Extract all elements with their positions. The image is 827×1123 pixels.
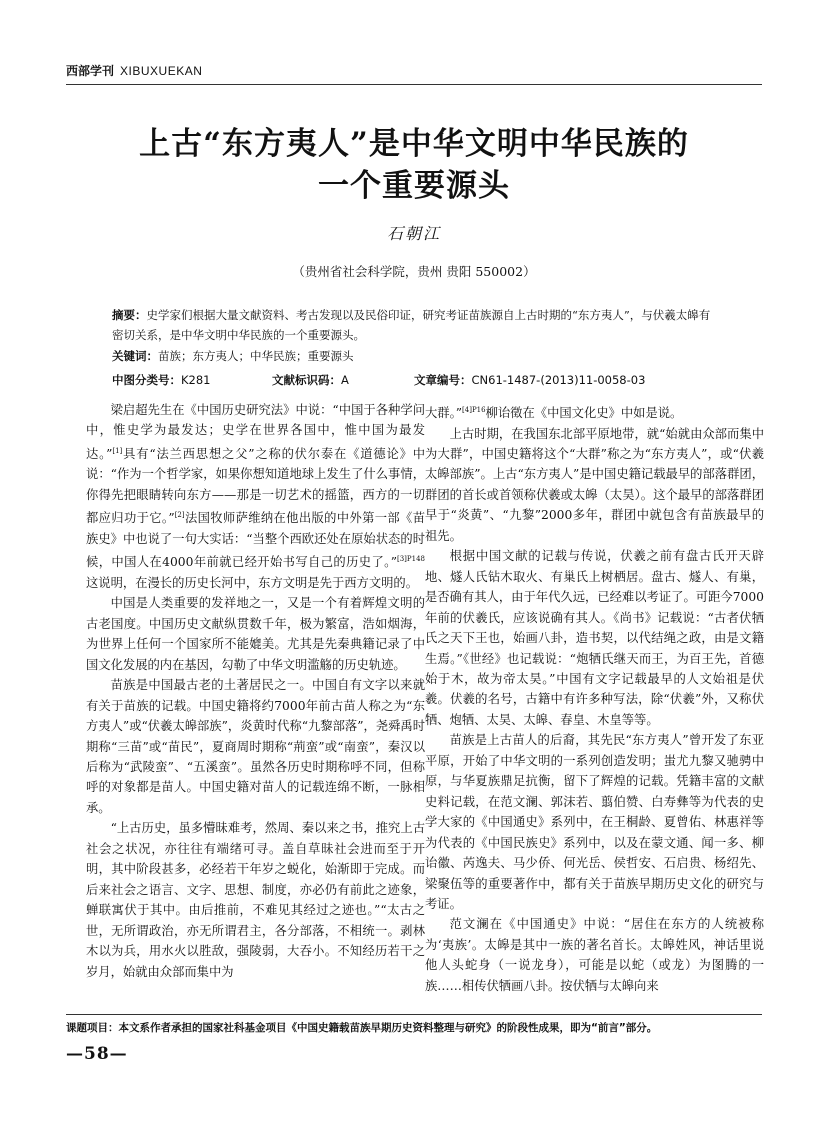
keywords [112, 348, 354, 364]
paragraph: 苗族是上古苗人的后裔，其先民“东方夷人”曾开发了东亚平原，开始了中华文明的一系列创造发明；蚩尤九黎又驰骋中原，与华夏族鼎足抗衡，留下了辉煌的记载。凭籍丰富的文献史料记载，在范文澜、郭沫若、翦伯赞、白寿彝等为代表的史学大家的《中国通史》系列中，在王桐龄、夏曾佑、林惠祥等为代表的《中国民族史》系列中，以及在蒙文通、闻一多、柳诒徽、芮逸夫、马少侨、何光岳、侯哲安、石启贵、杨绍先、梁聚伍等的重要著作中，都有关于苗族早期历史文化的研究与考证。 [425, 733, 764, 911]
page-number: —58— [66, 1044, 128, 1064]
funding-footnote: 课题项目：本文系作者承担的国家社科基金项目《中国史籍载苗族早期历史资料整理与研究》的阶段性成果，即为“前言”部分。 [66, 1022, 658, 1034]
article-title-line2: 一个重要源头 [318, 168, 510, 204]
article-number-label: 文章编号： [414, 373, 472, 387]
body-column-right [425, 400, 764, 996]
citation: [4]P16 [462, 406, 486, 414]
body-column-left [86, 400, 425, 982]
paragraph: 根据中国文献的记载与传说，伏羲之前有盘古氏开天辟地、燧人氏钻木取火、有巢氏上树栖居。盘古、燧人、有巢，是否确有其人，由于年代久远，已经难以考证了。可距今7000年前的伏羲氏，应该说确有其人。《尚书》记载说：“古者伏牺氏之天下王也，始画八卦，造书契，以代结绳之政，由是文籍生焉。”《世经》也记载说：“炮牺氏继天而王，为百王先，首德始于木，故为帝太昊。”中国有文字记载最早的人文始祖是伏羲。伏羲的名号，古籍中有许多种写法，除“伏羲”外，又称伏牺、炮牺、太昊、太皞、春皇、木皇等等。 [425, 549, 764, 727]
author: 石朝江 [386, 224, 441, 243]
clc-label: 中图分类号： [112, 373, 181, 387]
keywords-text: 苗族；东方夷人；中华民族；重要源头 [158, 349, 354, 363]
text-run: 柳诒徵在《中国文化史》中如是说。 [485, 406, 683, 421]
text-run: 这说明，在漫长的历史长河中，东方文明是先于西方文明的。 [86, 575, 419, 590]
abstract-label: 摘要： [112, 308, 147, 322]
article-number-value: CN61-1487-(2013)11-0058-03 [471, 373, 646, 387]
journal-name-cn: 西部学刊 [66, 64, 115, 78]
paragraph: 中国是人类重要的发祥地之一，又是一个有着辉煌文明的古老国度。中国历史文献纵贯数千年，极为繁富，浩如烟海，为世界上任何一个国家所不能媲美。尤其是先秦典籍记录了中国文化发展的内在基因，勾勒了中华文明滥觞的历史轨迹。 [86, 596, 425, 672]
text-run: 具有“法兰西思想之父”之称的伏尔泰在《道德论》中说：“作为一个哲学家，如果你想知道地球上发生了什么事情，你得先把眼睛转向东方——那是一切艺术的摇篮，西方的一切都应归功于它。” [86, 447, 426, 526]
article-number [414, 372, 645, 388]
paragraph [425, 400, 764, 424]
journal-header [66, 62, 202, 79]
doc-code-value: A [341, 373, 349, 387]
keywords-label: 关键词： [112, 349, 158, 363]
abstract-text: 史学家们根据大量文献资料、考古发现以及民俗印证，研究考证苗族源自上古时期的“东方夷人”，与伏羲太皞有密切关系，是中华文明中华民族的一个重要源头。 [112, 308, 711, 342]
article-title-line1: 上古“东方夷人”是中华文明中华民族的 [139, 126, 689, 162]
doc-code [272, 372, 349, 388]
citation: [1] [112, 446, 123, 455]
affiliation: （贵州省社会科学院，贵州 贵阳 550002） [292, 264, 536, 279]
clc-value: K281 [181, 373, 211, 387]
text-run: 梁启超先生在《中国历史研究法》中说：“中国于各种学问中，惟史学为最发达；史学在世界各国中，惟中国为最发达。” [86, 403, 425, 461]
doc-code-label: 文献标识码： [272, 373, 341, 387]
paragraph: 范文澜在《中国通史》中说：“居住在东方的人统被称为‘夷族’。太皞是其中一族的著名首长。太皞姓风，神话里说他人头蛇身（一说龙身），可能是以蛇（或龙）为图腾的一族……相传伏牺画八卦。按伏牺与太皞向来 [425, 917, 764, 993]
paragraph: “上古历史，虽多懵昧难考，然周、秦以来之书，推究上古社会之状况，亦往往有端绪可寻。盖自草昧社会进而至于开明，其中阶段甚多，必经若干年岁之蜕化，始渐即于完成。而后来社会之语言、文字、思想、制度，亦必仍有前此之迹象，蝉联寓伏于其中。由后推前，不难见其经过之迹也。”“太古之世，无所谓政治，亦无所谓君主，各分部落，不相统一。剥林木以为兵，用水火以胜敌，强陵弱，大吞小。不知经历若干之岁月，始就由众部而集中为 [86, 821, 425, 979]
clc-number [112, 372, 211, 388]
text-run: 大群。” [425, 406, 463, 421]
paragraph: 苗族是中国最古老的土著居民之一。中国自有文字以来就有关于苗族的记载。中国史籍将约7000年前古苗人称之为“东方夷人”或“伏羲太皞部族”，炎黄时代称“九黎部落”，尧舜禹时期称“三苗”或“苗民”，夏商周时期称“荊蛮”或“南蛮”，秦汉以后称为“武陵蛮”、“五溪蛮”。虽然各历史时期称呼不同，但称呼的对象都是苗人。中国史籍对苗人的记载连绵不断，一脉相承。 [86, 678, 425, 815]
header-rule [66, 84, 762, 85]
citation: [2] [174, 511, 185, 520]
text-run: 法国牧师萨维纳在他出版的中外第一部《苗族史》中也说了一句大实话：“当整个西欧还处在原始状态的时候，中国人在4000年前就已经开始书写自己的历史了。” [86, 511, 425, 570]
paragraph [86, 400, 425, 593]
footnote-rule [66, 1014, 762, 1015]
citation: [3]P148 [397, 555, 425, 564]
abstract [112, 305, 712, 345]
paragraph: 上古时期，在我国东北部平原地带，就“始就由众部而集中为大群”，中国史籍将这个“大群”称之为“东方夷人”，或“伏羲太皞部族”。上古“东方夷人”是中国史籍记载最早的部落群团，群团的首长或首领称伏羲或太皞（太昊）。这个最早的部落群团早于“炎黄”、“九黎”2000多年，群团中就包含有苗族最早的祖先。 [425, 426, 764, 543]
journal-name-en: XIBUXUEKAN [120, 64, 203, 78]
